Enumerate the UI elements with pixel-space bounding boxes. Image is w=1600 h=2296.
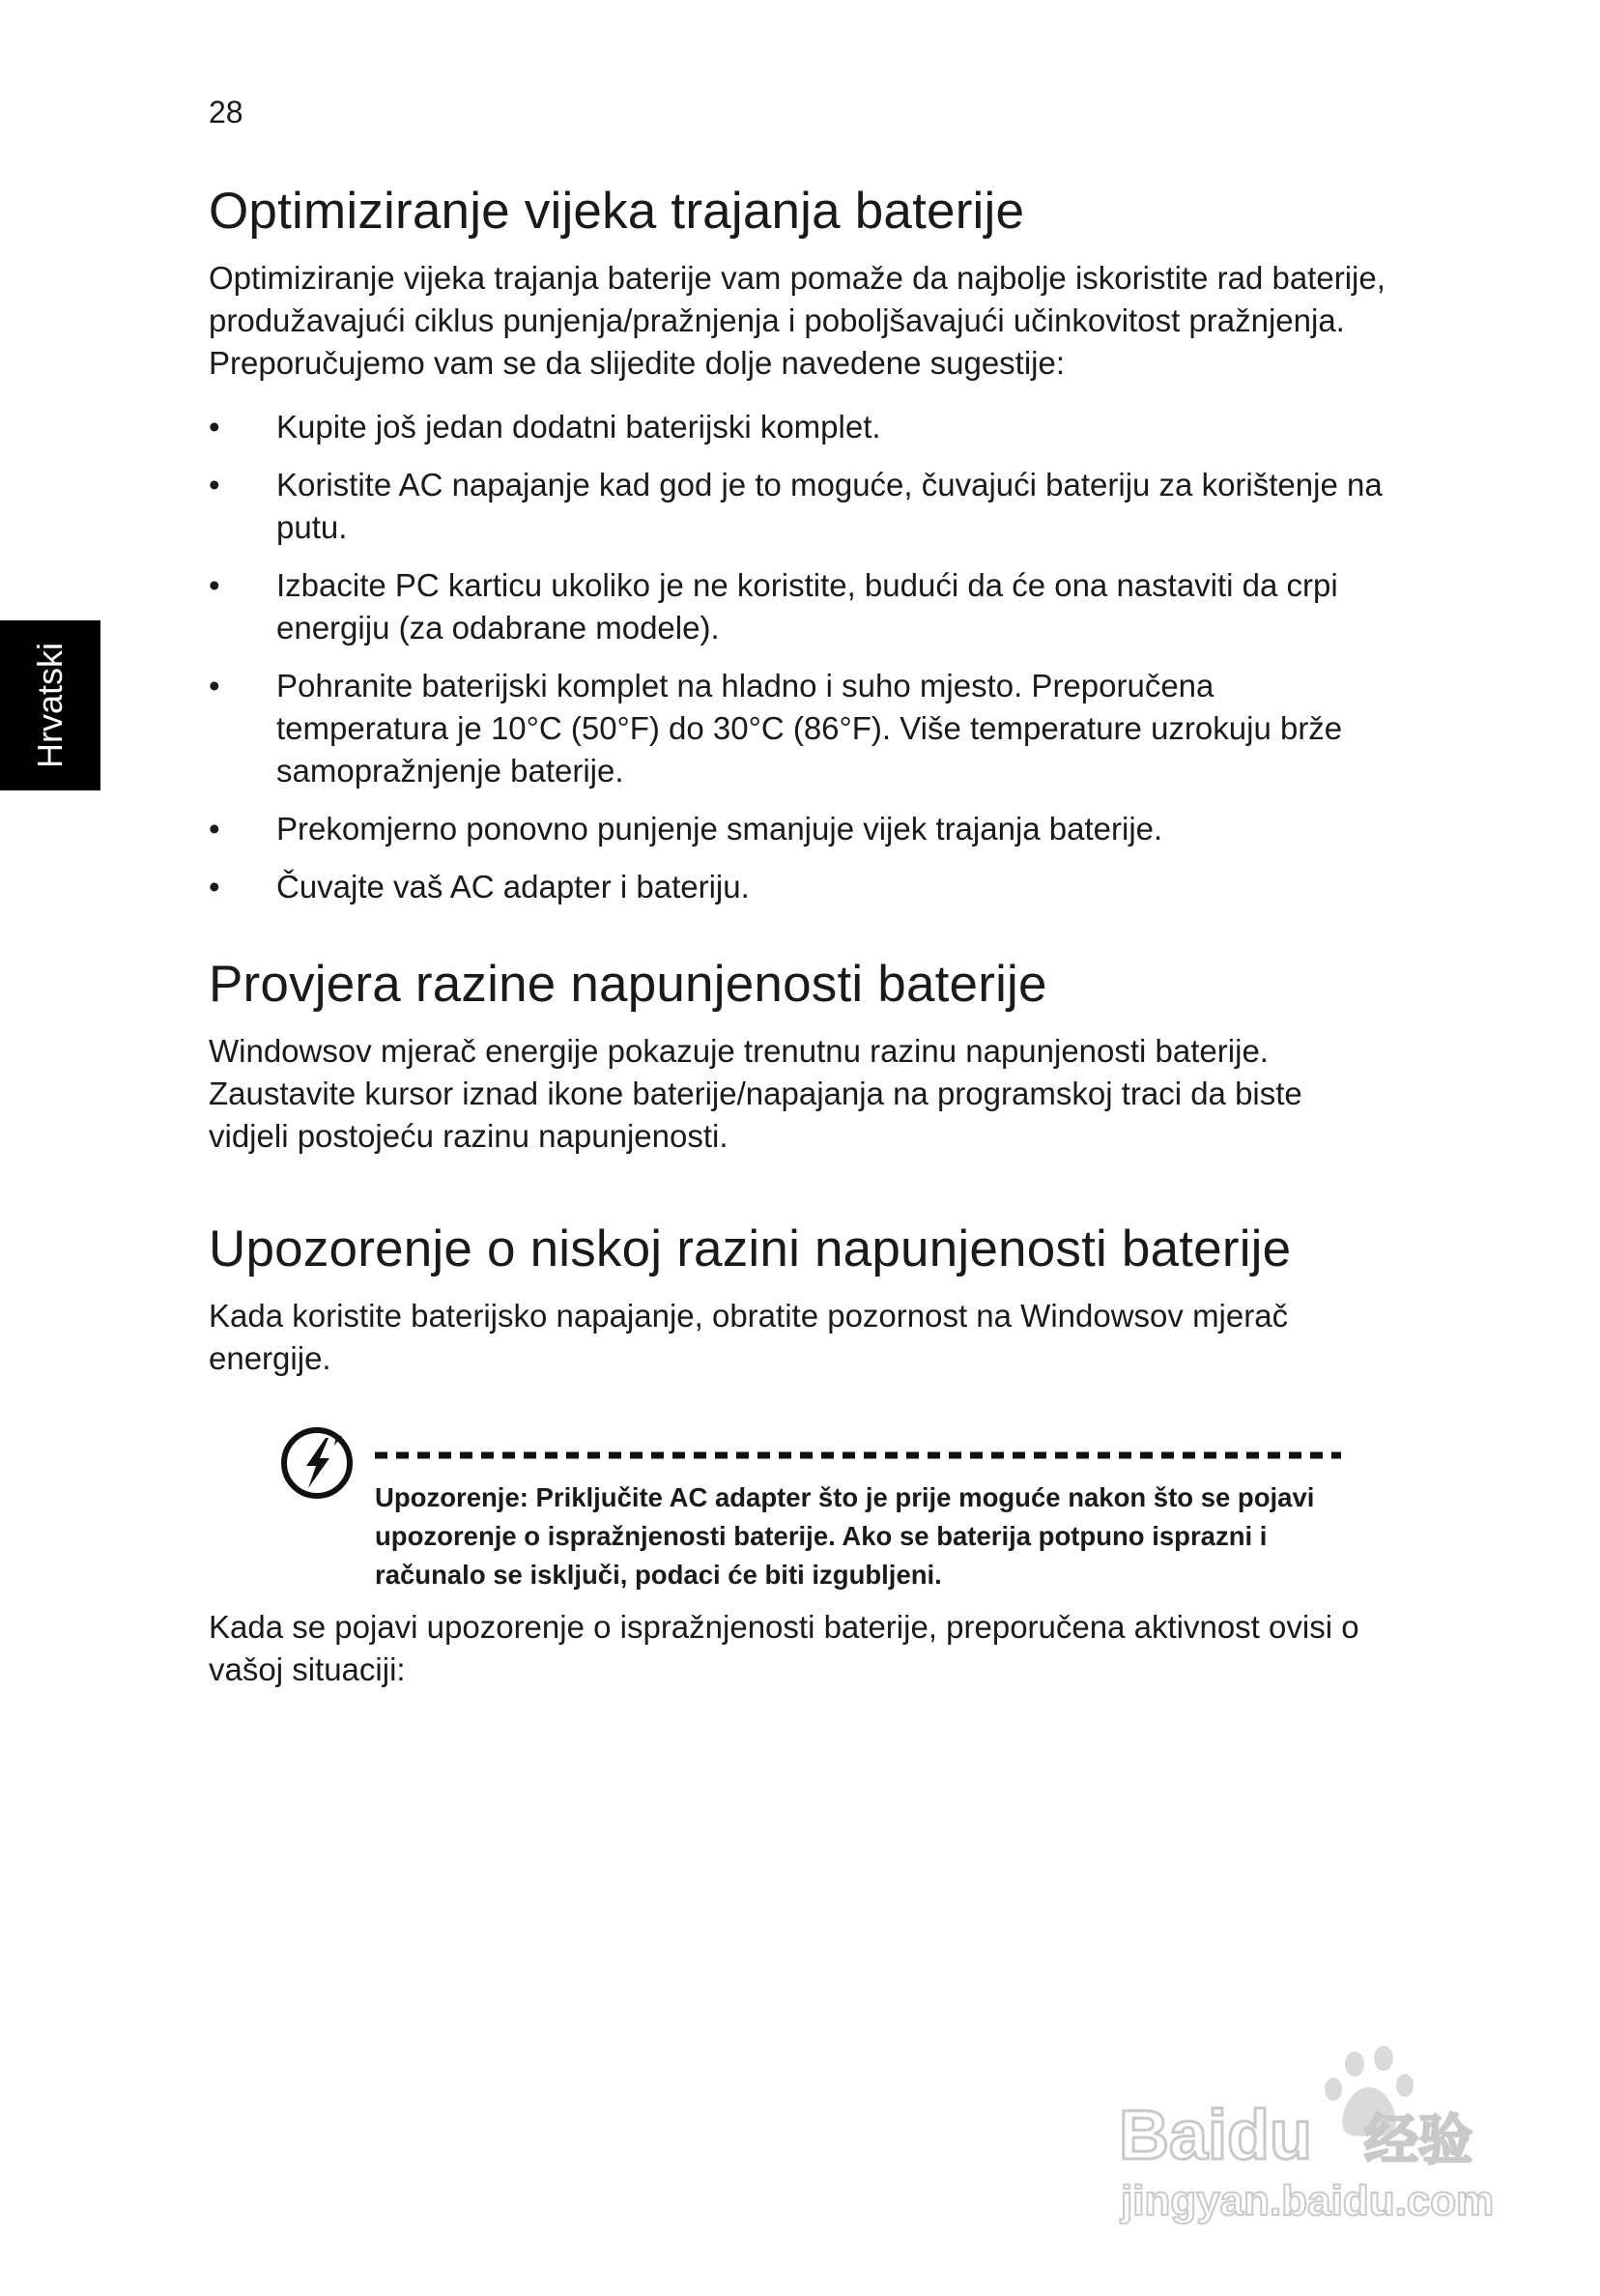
list-item: • Kupite još jedan dodatni baterijski komplet. — [209, 406, 1387, 448]
list-item: • Koristite AC napajanje kad god je to moguće, čuvajući bateriju za korištenje na putu. — [209, 464, 1387, 549]
bullet-marker: • — [209, 567, 220, 603]
list-item: • Pohranite baterijski komplet na hladno i suho mjesto. Preporučena temperatura je 10°C (50°F) do 30°C (86°F). Više temperature uzrokuju brže samopražnjenje baterije. — [209, 665, 1387, 792]
section-paragraph: Kada koristite baterijsko napajanje, obratite pozornost na Windowsov mjerač energije. — [209, 1298, 1289, 1376]
list-item: • Izbacite PC karticu ukoliko je ne koristite, budući da će ona nastaviti da crpi energiju (za odabrane modele). — [209, 564, 1387, 649]
section-battery-life — [209, 180, 1387, 908]
side-tab-label: Hrvatski — [30, 642, 70, 769]
list-item: • Prekomjerno ponovno punjenje smanjuje vijek trajanja baterije. — [209, 808, 1387, 850]
language-side-tab — [0, 620, 100, 790]
section-low-battery-warning — [209, 1218, 1387, 1691]
section-paragraph: Windowsov mjerač energije pokazuje trenutnu razinu napunjenosti baterije. Zaustavite kursor iznad ikone baterije/napajanja na programskoj traci da biste vidjeli postojeću razinu napunjenosti. — [209, 1033, 1302, 1154]
section-title: Provjera razine napunjenosti baterije — [209, 956, 1047, 1013]
bullet-marker: • — [209, 811, 220, 847]
bullet-marker: • — [209, 869, 220, 904]
bullet-marker: • — [209, 409, 220, 445]
suggestion-list — [209, 406, 1387, 908]
bullet-marker: • — [209, 668, 220, 703]
page-number: 28 — [209, 95, 243, 129]
svg-text:jingyan.baidu.com: jingyan.baidu.com — [1121, 2177, 1495, 2224]
svg-text:经验: 经验 — [1364, 2109, 1472, 2172]
bullet-marker: • — [209, 467, 220, 502]
section-paragraph: Optimiziranje vijeka trajanja baterije vam pomaže da najbolje iskoristite rad baterije, produžavajući ciklus punjenja/pražnjenja i poboljšavajući učinkovitost pražnjenja. Preporučujemo vam se da slijedite dolje navedene sugestije: — [209, 260, 1386, 381]
section-title: Optimiziranje vijeka trajanja baterije — [209, 183, 1025, 240]
section-battery-level — [209, 953, 1387, 1158]
baidu-jingyan-watermark — [1111, 2039, 1517, 2232]
section-paragraph: Kada se pojavi upozorenje o ispražnjenosti baterije, preporučena aktivnost ovisi o vašoj situaciji: — [209, 1609, 1359, 1687]
list-item: • Čuvajte vaš AC adapter i bateriju. — [209, 866, 1387, 908]
svg-text:Baidu: Baidu — [1119, 2097, 1313, 2174]
lightning-warning-icon — [278, 1424, 356, 1502]
warning-divider — [375, 1451, 1341, 1459]
section-title: Upozorenje o niskoj razini napunjenosti baterije — [209, 1220, 1292, 1277]
warning-note — [209, 1424, 1387, 1606]
document-body — [209, 180, 1387, 1691]
warning-text: Upozorenje: Priključite AC adapter što je prije moguće nakon što se pojavi upozorenje o ispražnjenosti baterije. Ako se baterija potpuno isprazni i računalo se isključi, podaci će biti izgubljeni. — [375, 1482, 1315, 1590]
